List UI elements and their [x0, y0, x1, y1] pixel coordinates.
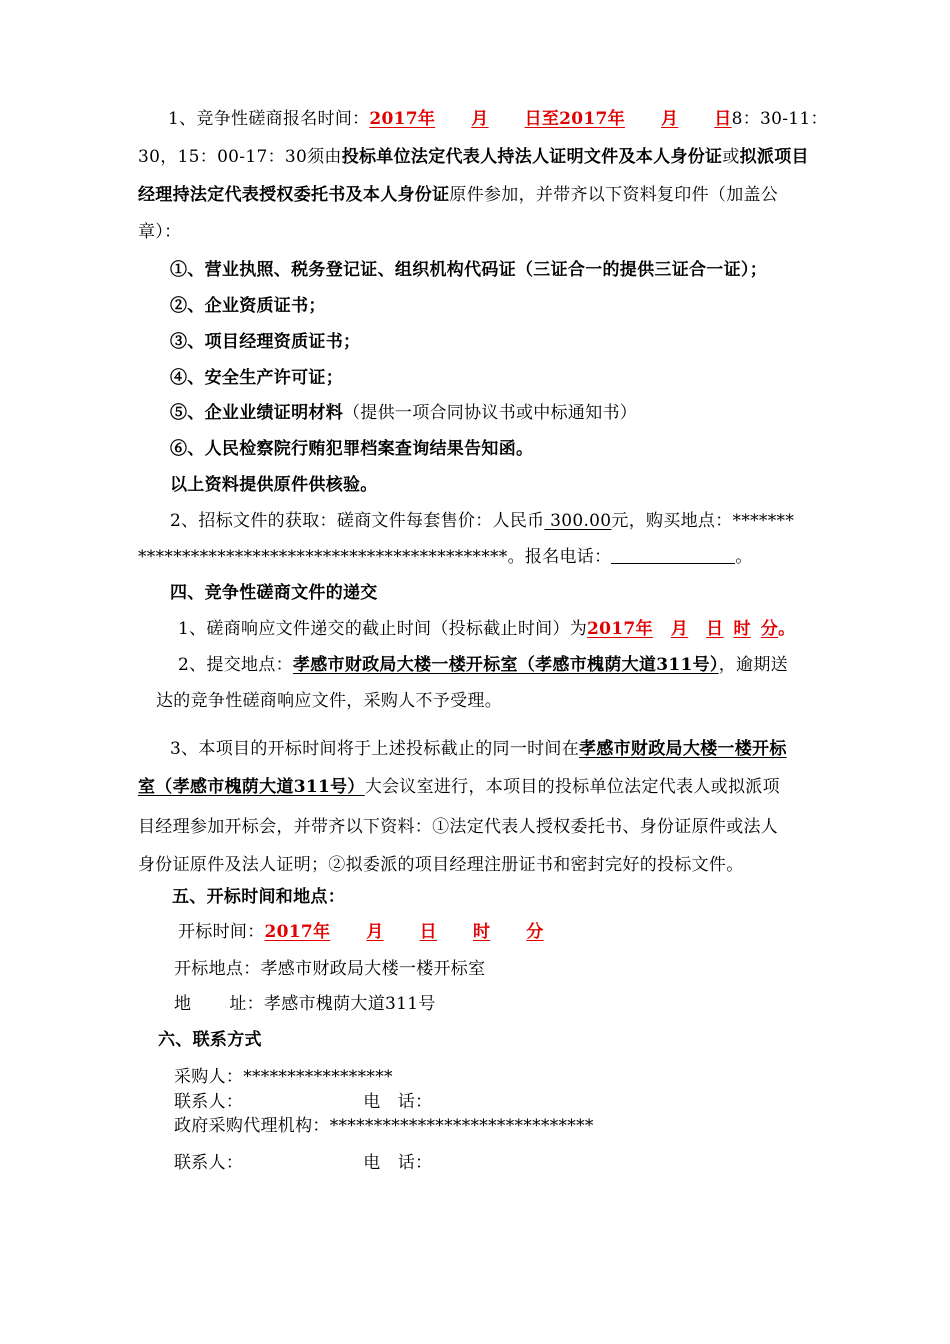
section-5-title: 五、开标时间和地点：: [172, 887, 345, 907]
deadline-label: 1、磋商响应文件递交的截止时间（投标截止时间）为: [178, 619, 588, 639]
purchase-label: 2、招标文件的获取：磋商文件每套售价：人民币: [170, 511, 545, 531]
pm-requirement-b: 经理持法定代表授权委托书及本人身份证: [138, 185, 450, 205]
buyer-line: 采购人：*****************: [174, 1067, 393, 1087]
deadline-minute: 分: [760, 619, 779, 639]
deadline-line: [178, 619, 795, 639]
opening-minute: 分: [526, 922, 544, 942]
opening-line-1: [170, 739, 787, 759]
opening-place-a: 孝感市财政局大楼一楼开标: [579, 739, 787, 759]
pm-requirement-a: 拟派项目: [739, 147, 809, 167]
opening-hour: 时: [472, 922, 491, 942]
reg-start-month: 月: [471, 109, 489, 129]
submit-place-line: [178, 655, 788, 675]
section-4-title: 四、竞争性磋商文件的递交: [170, 583, 378, 603]
agency-contact-label: 联系人：: [174, 1153, 244, 1173]
deadline-year: 2017年: [587, 619, 653, 639]
legal-rep-requirement: 投标单位法定代表人持法人证明文件及本人身份证: [341, 147, 723, 167]
opening-time-text: 3、本项目的开标时间将于上述投标截止的同一时间在: [170, 739, 580, 759]
purchase-end: 。: [735, 547, 753, 567]
purchase-place-label: 元，购买地点：*******: [611, 511, 795, 531]
address-label: 地: [174, 994, 192, 1014]
opening-room-text: 大会议室进行，本项目的投标单位法定代表人或拟派项: [364, 777, 780, 797]
late-note-line: 达的竞争性磋商响应文件，采购人不予受理。: [156, 691, 502, 711]
reg-end-day: 日: [714, 109, 732, 129]
reg-start-year: 2017年: [369, 109, 436, 129]
doc-item-4: ④、安全生产许可证；: [170, 368, 343, 388]
deadline-date: [587, 619, 778, 639]
opening-month: 月: [366, 922, 384, 942]
opening-line-2: [138, 777, 780, 797]
registration-line-4: [138, 222, 181, 242]
or-text: 或: [722, 147, 740, 167]
registration-line-2: [138, 147, 809, 167]
opening-year: 2017年: [264, 922, 331, 942]
doc-item-2: ②、企业资质证书；: [170, 296, 326, 316]
document-price: 300.00: [544, 511, 612, 531]
opening-line-3: 目经理参加开标会，并带齐以下资料：①法定代表人授权委托书、身份证原件或法人: [138, 817, 779, 837]
doc-item-5: [170, 403, 637, 423]
registration-line-1: [168, 109, 828, 129]
submit-place-label: 2、提交地点：: [178, 655, 293, 675]
registration-copy-note: 原件参加，并带齐以下资料复印件（加盖公: [449, 185, 779, 205]
deadline-month: 月: [670, 619, 689, 639]
agency-line: 政府采购代理机构：******************************: [174, 1116, 594, 1136]
doc-item-6: ⑥、人民检察院行贿犯罪档案查询结果告知函。: [170, 439, 534, 459]
reg-end-month: 月: [660, 109, 679, 129]
doc-item-5-note: （提供一项合同协议书或中标通知书）: [343, 403, 638, 423]
purchase-place-and-phone: ******************************************。报名电话：: [138, 547, 612, 567]
purchase-line-1: [170, 511, 794, 531]
deadline-hour: 时: [733, 619, 751, 639]
opening-line-4: 身份证原件及法人证明；②拟委派的项目经理注册证书和密封完好的投标文件。: [138, 855, 744, 875]
deadline-end: 。: [778, 619, 796, 639]
doc-verify-note: 以上资料提供原件供核验。: [170, 475, 378, 495]
address-value: 址：孝感市槐荫大道311号: [229, 994, 436, 1014]
purchase-line-2: [138, 547, 753, 567]
section-6-title: 六、联系方式: [158, 1030, 262, 1050]
deadline-day: 日: [706, 619, 724, 639]
phone-blank: [611, 547, 735, 564]
doc-item-1: ①、营业执照、税务登记证、组织机构代码证（三证合一的提供三证合一证）；: [170, 260, 767, 280]
opening-time-value: [265, 922, 544, 942]
opening-day: 日: [419, 922, 437, 942]
registration-time-a: 8：30-11：: [731, 109, 828, 129]
late-note-a: ，逾期送: [718, 655, 788, 675]
buyer-phone-label: 电 话：: [363, 1092, 433, 1112]
registration-copy-note-end: 章）：: [138, 222, 182, 242]
opening-time-label: 开标时间：: [178, 922, 265, 942]
opening-time-line: [178, 922, 544, 942]
doc-item-3: ③、项目经理资质证书；: [170, 332, 361, 352]
registration-start-date: [369, 109, 731, 129]
submit-place: 孝感市财政局大楼一楼开标室（孝感市槐荫大道311号）: [292, 655, 719, 675]
buyer-contact-line: [174, 1092, 432, 1112]
buyer-contact-label: 联系人：: [174, 1092, 244, 1112]
opening-place-b: 室（孝感市槐荫大道311号）: [138, 777, 365, 797]
registration-line-3: [138, 185, 778, 205]
doc-item-5-title: ⑤、企业业绩证明材料: [170, 403, 343, 423]
agency-phone-label: 电 话：: [363, 1153, 433, 1173]
opening-place-line: 开标地点：孝感市财政局大楼一楼开标室: [174, 959, 486, 979]
address-line: [174, 994, 436, 1014]
registration-label: 1、竞争性磋商报名时间：: [168, 109, 370, 129]
reg-start-day-to-year: 日至2017年: [524, 109, 625, 129]
registration-time-b: 30，15：00-17：30须由: [138, 147, 342, 167]
agency-contact-line: [174, 1153, 432, 1173]
